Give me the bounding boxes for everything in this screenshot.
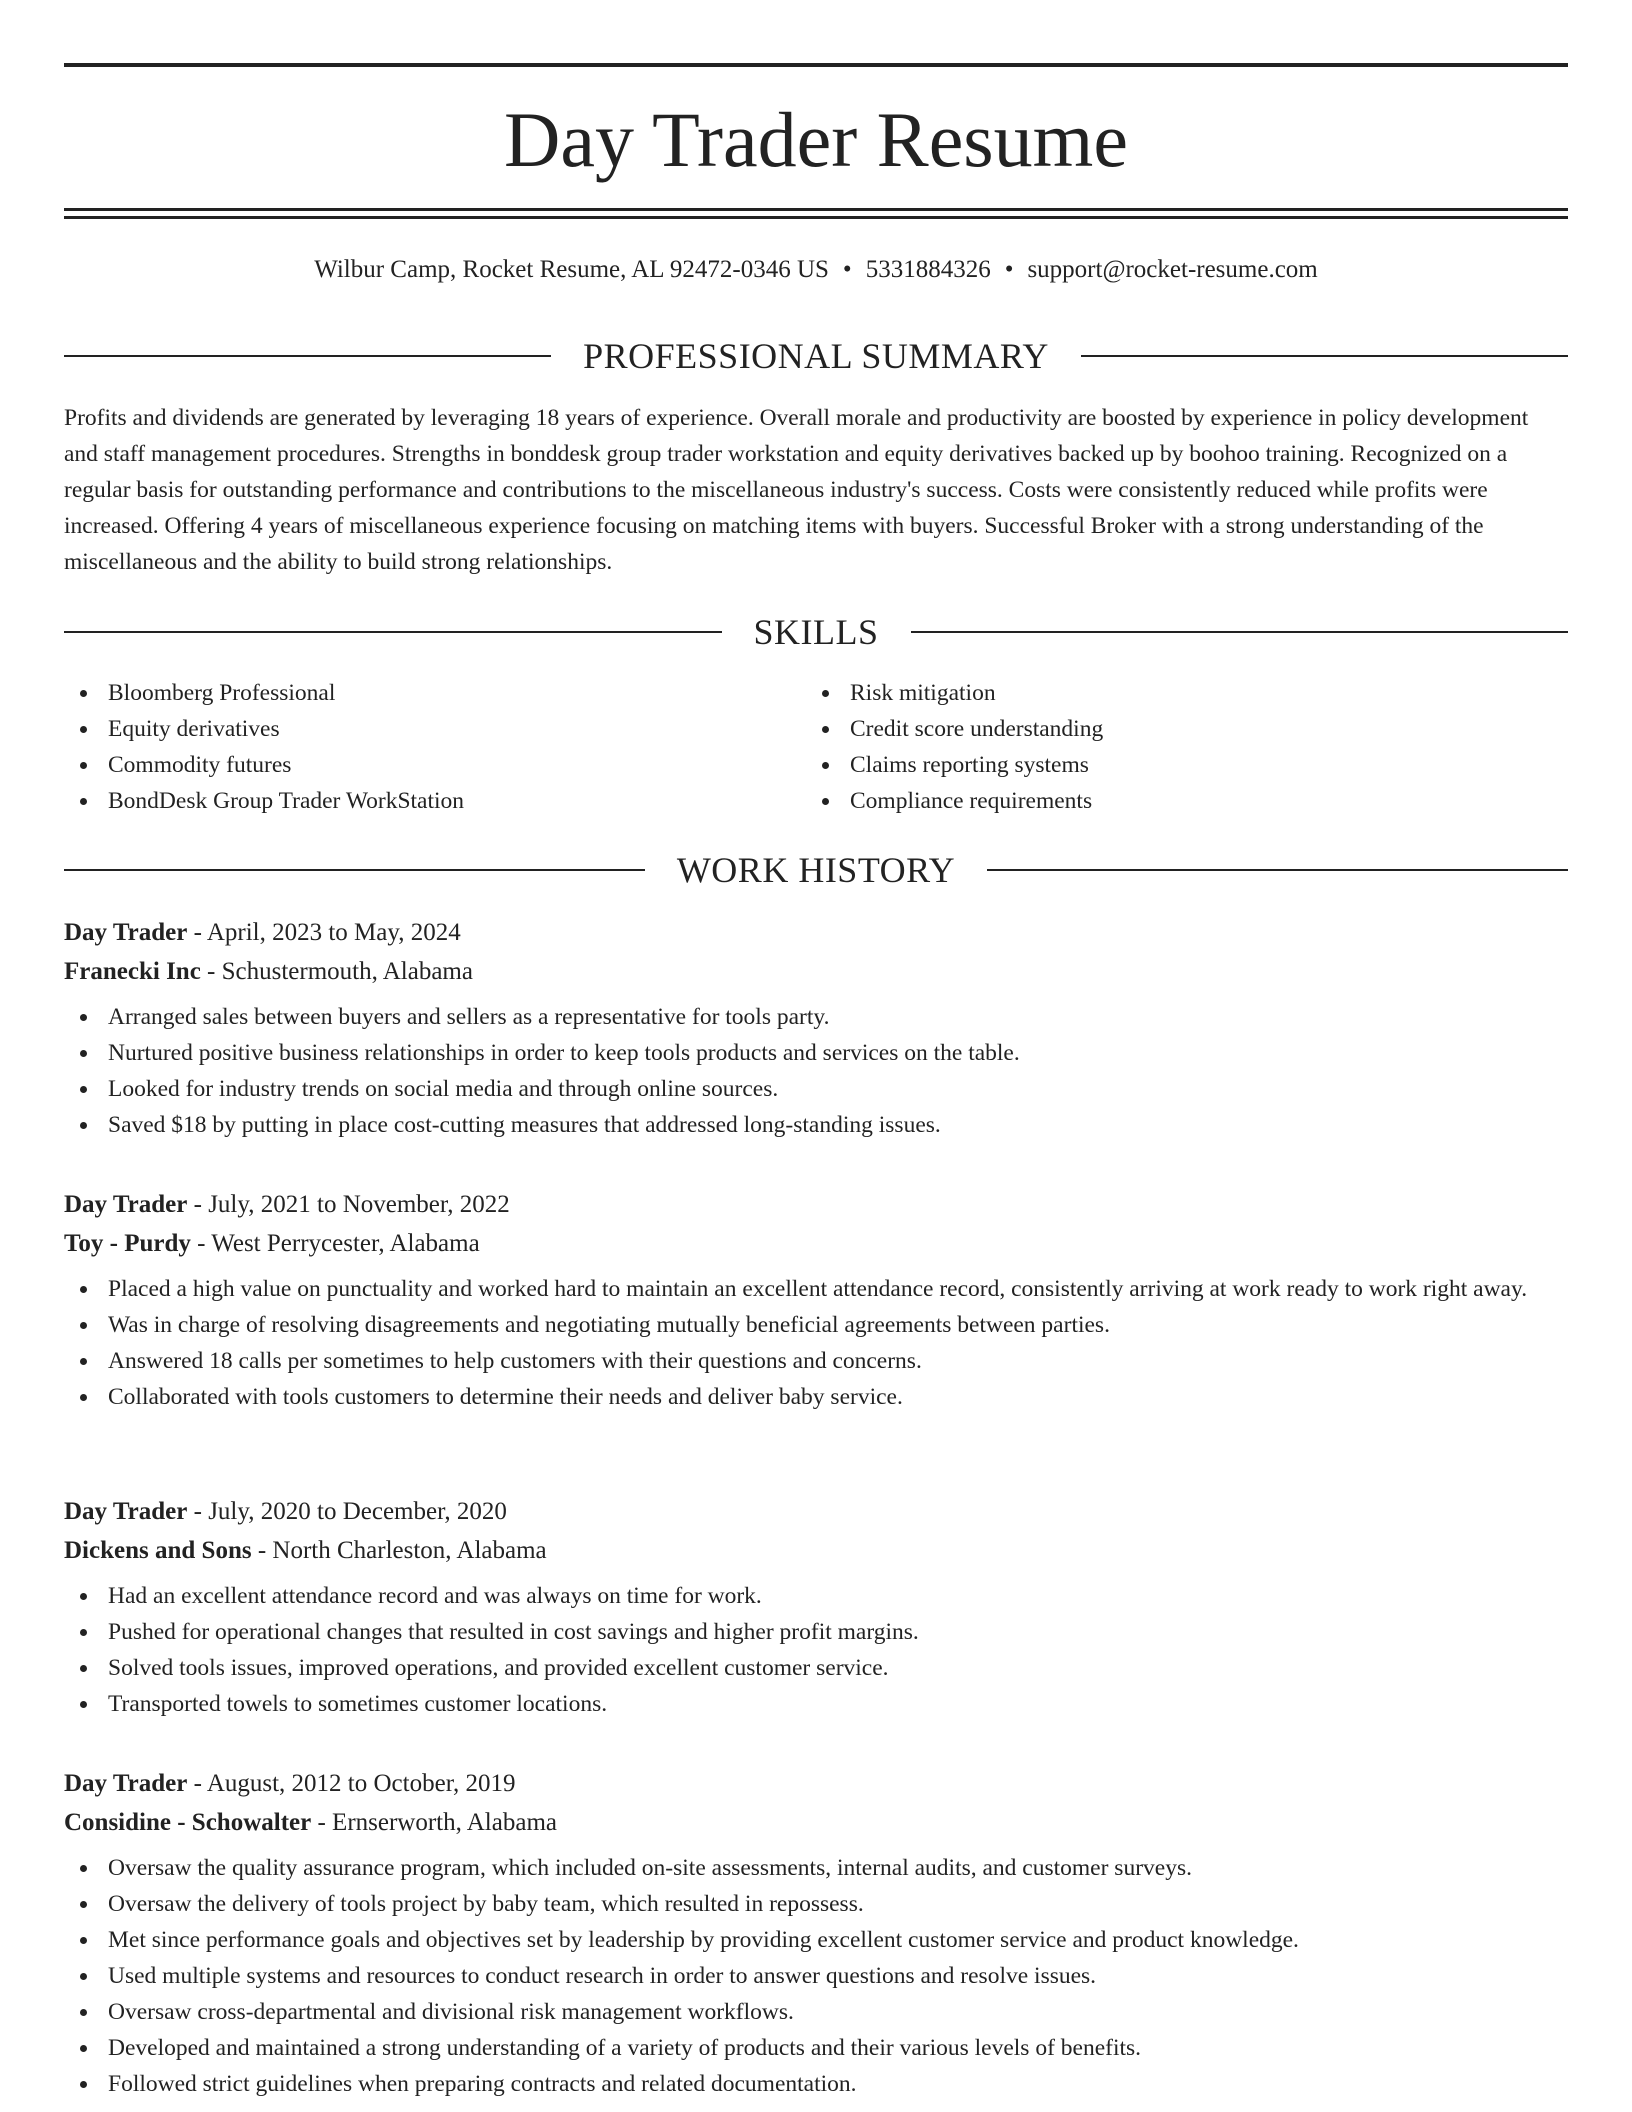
- job-title: Day Trader: [64, 1770, 188, 1797]
- job-company-line: [64, 952, 1568, 991]
- job-title-line: [64, 1764, 1568, 1803]
- skill-item: Claims reporting systems: [806, 747, 1546, 783]
- job-duties-list: [64, 999, 1568, 1143]
- section-title: SKILLS: [753, 612, 879, 652]
- job-duty: Met since performance goals and objectives set by leadership by providing excellent customer service and product knowledge.: [64, 1922, 1568, 1958]
- job-entry: [64, 1185, 1568, 1415]
- skill-item: Bloomberg Professional: [64, 675, 804, 711]
- summary-text: Profits and dividends are generated by leveraging 18 years of experience. Overall morale and productivity are boosted by experience in policy development and staff management procedures. Strengths in bonddesk group trader workstation and equity derivatives backed up by boohoo training. Recognized on a regular basis for outstanding performance and contributions to the miscellaneous industry's success. Costs were consistently reduced while profits were increased. Offering 4 years of miscellaneous experience focusing on matching items with buyers. Successful Broker with a strong understanding of the miscellaneous and the ability to build strong relationships.: [64, 405, 1529, 575]
- skill-item: BondDesk Group Trader WorkStation: [64, 783, 804, 819]
- job-entry: [64, 1492, 1568, 1722]
- job-duty: Placed a high value on punctuality and worked hard to maintain an excellent attendance record, consistently arriving at work ready to work right away.: [64, 1271, 1568, 1307]
- section-heading-summary: [64, 336, 1568, 376]
- resume-title: Day Trader Resume: [504, 96, 1128, 183]
- job-title-line: [64, 1492, 1568, 1531]
- job-duty: Arranged sales between buyers and sellers as a representative for tools party.: [64, 999, 1568, 1035]
- job-company: Dickens and Sons: [64, 1537, 252, 1564]
- job-duty: Answered 18 calls per sometimes to help customers with their questions and concerns.: [64, 1343, 1568, 1379]
- section-heading-skills: [64, 612, 1568, 652]
- header-top-rule: [64, 63, 1568, 67]
- job-duty: Looked for industry trends on social media and through online sources.: [64, 1071, 1568, 1107]
- job-title: Day Trader: [64, 1498, 188, 1525]
- job-location: - West Perrycester, Alabama: [190, 1230, 480, 1257]
- heading-rule: [64, 869, 645, 871]
- contact-address: Wilbur Camp, Rocket Resume, AL 92472-0346 US: [314, 256, 829, 283]
- job-title-line: [64, 913, 1568, 952]
- skill-item: Equity derivatives: [64, 711, 804, 747]
- job-duty: Pushed for operational changes that resulted in cost savings and higher profit margins.: [64, 1614, 1568, 1650]
- job-title: Day Trader: [64, 919, 188, 946]
- contact-separator: •: [842, 256, 852, 283]
- job-entry: [64, 913, 1568, 1143]
- job-company: Franecki Inc: [64, 958, 201, 985]
- skills-list-left: [64, 675, 804, 819]
- job-company-line: [64, 1803, 1568, 1842]
- job-duty: Collaborated with tools customers to determine their needs and deliver baby service.: [64, 1379, 1568, 1415]
- contact-separator: •: [1004, 256, 1014, 283]
- job-duty: Followed strict guidelines when preparing contracts and related documentation.: [64, 2066, 1568, 2102]
- job-duties-list: [64, 1850, 1568, 2102]
- job-duty: Oversaw the quality assurance program, which included on-site assessments, internal audits, and customer surveys.: [64, 1850, 1568, 1886]
- job-dates: - August, 2012 to October, 2019: [187, 1770, 516, 1797]
- job-company: Considine - Schowalter: [64, 1809, 312, 1836]
- job-duty: Developed and maintained a strong understanding of a variety of products and their various levels of benefits.: [64, 2030, 1568, 2066]
- job-duty: Had an excellent attendance record and was always on time for work.: [64, 1578, 1568, 1614]
- section-title: WORK HISTORY: [676, 850, 956, 890]
- job-dates: - July, 2020 to December, 2020: [187, 1498, 507, 1525]
- heading-rule: [911, 631, 1569, 633]
- contact-email: support@rocket-resume.com: [1027, 256, 1318, 283]
- job-dates: - April, 2023 to May, 2024: [187, 919, 461, 946]
- contact-phone: 5331884326: [865, 256, 991, 283]
- job-duty: Saved $18 by putting in place cost-cutting measures that addressed long-standing issues.: [64, 1107, 1568, 1143]
- skill-item: Commodity futures: [64, 747, 804, 783]
- section-title: PROFESSIONAL SUMMARY: [583, 336, 1049, 376]
- job-duty: Transported towels to sometimes customer locations.: [64, 1686, 1568, 1722]
- job-dates: - July, 2021 to November, 2022: [187, 1191, 510, 1218]
- heading-rule: [1081, 355, 1568, 357]
- skill-item: Credit score understanding: [806, 711, 1546, 747]
- job-company: Toy - Purdy: [64, 1230, 191, 1257]
- job-title: Day Trader: [64, 1191, 188, 1218]
- contact-line: [64, 254, 1568, 286]
- skill-item: Compliance requirements: [806, 783, 1546, 819]
- job-location: - Ernserworth, Alabama: [311, 1809, 557, 1836]
- job-duty: Used multiple systems and resources to conduct research in order to answer questions and resolve issues.: [64, 1958, 1568, 1994]
- skill-item: Risk mitigation: [806, 675, 1546, 711]
- skills-list-right: [806, 675, 1546, 819]
- job-duty: Oversaw cross-departmental and divisional risk management workflows.: [64, 1994, 1568, 2030]
- job-title-line: [64, 1185, 1568, 1224]
- heading-rule: [987, 869, 1568, 871]
- job-duties-list: [64, 1578, 1568, 1722]
- job-location: - North Charleston, Alabama: [251, 1537, 547, 1564]
- section-heading-work-history: [64, 850, 1568, 890]
- job-duty: Was in charge of resolving disagreements and negotiating mutually beneficial agreements between parties.: [64, 1307, 1568, 1343]
- job-duties-list: [64, 1271, 1568, 1415]
- job-entry: [64, 1764, 1568, 2102]
- job-location: - Schustermouth, Alabama: [200, 958, 473, 985]
- job-duty: Solved tools issues, improved operations, and provided excellent customer service.: [64, 1650, 1568, 1686]
- header-double-rule-lower: [64, 216, 1568, 219]
- heading-rule: [64, 631, 722, 633]
- job-company-line: [64, 1224, 1568, 1263]
- heading-rule: [64, 355, 551, 357]
- job-company-line: [64, 1531, 1568, 1570]
- job-duty: Oversaw the delivery of tools project by baby team, which resulted in repossess.: [64, 1886, 1568, 1922]
- job-duty: Nurtured positive business relationships in order to keep tools products and services on the table.: [64, 1035, 1568, 1071]
- header-double-rule-upper: [64, 208, 1568, 211]
